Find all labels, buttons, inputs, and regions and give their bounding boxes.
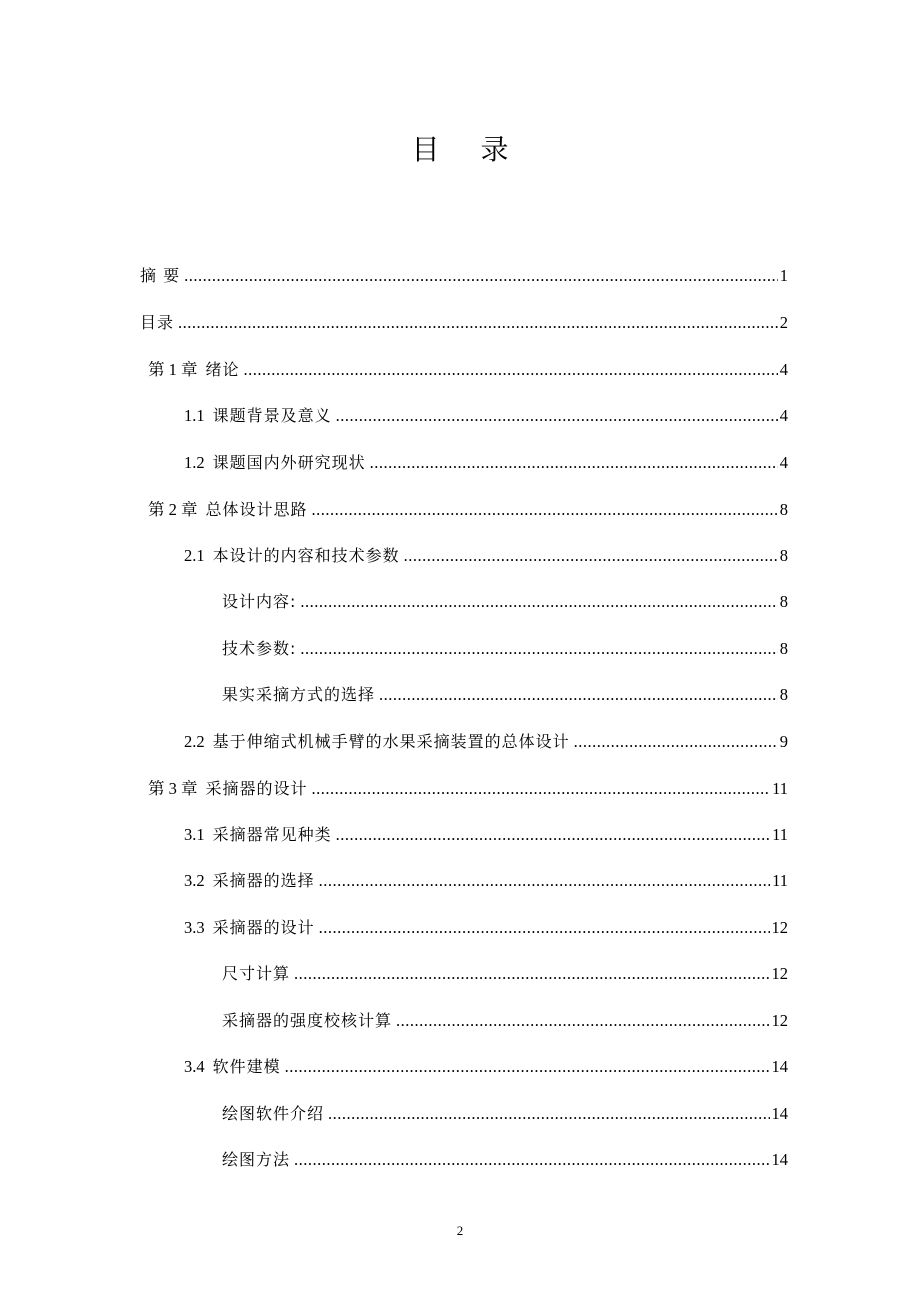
- toc-entry-number: 第 3 章: [148, 779, 198, 798]
- toc-entry-number: 3.1: [184, 825, 205, 844]
- dot-leader: [294, 1150, 769, 1170]
- toc-entry-page: 8: [779, 500, 788, 519]
- dot-leader: [312, 779, 771, 799]
- dot-leader: [396, 1011, 769, 1031]
- dot-leader: [294, 964, 769, 984]
- dot-leader: [370, 453, 778, 473]
- toc-entry-label: 课题背景及意义: [212, 406, 332, 425]
- toc-entry-number: 3.4: [184, 1057, 205, 1076]
- toc-entry-picking-method[interactable]: [222, 682, 788, 706]
- toc-entry-design-content[interactable]: [222, 589, 788, 613]
- toc-entry-2-1[interactable]: [184, 543, 788, 567]
- toc-entry-abstract[interactable]: [140, 263, 788, 287]
- toc-entry-chapter-2[interactable]: [148, 496, 788, 520]
- toc-entry-page: 8: [779, 546, 788, 565]
- toc-entry-number: 1.2: [184, 453, 205, 472]
- toc-entry-number: 2.1: [184, 546, 205, 565]
- toc-entry-page: 2: [779, 313, 788, 332]
- dot-leader: [178, 313, 778, 333]
- dot-leader: [184, 266, 778, 286]
- dot-leader: [312, 500, 778, 520]
- dot-leader: [404, 546, 778, 566]
- toc-entry-number: 2.2: [184, 732, 205, 751]
- toc-entry-label: 采摘器的设计: [212, 918, 315, 937]
- toc-entry-page: 11: [772, 779, 788, 798]
- dot-leader: [319, 871, 770, 891]
- toc-entry-label: 绪论: [205, 360, 240, 379]
- dot-leader: [336, 406, 778, 426]
- toc-entry-label: 软件建模: [212, 1057, 281, 1076]
- toc-entry-label: 本设计的内容和技术参数: [212, 546, 400, 565]
- toc-entry-3-1[interactable]: [184, 822, 788, 846]
- toc-entry-page: 8: [779, 639, 788, 658]
- toc-entry-label: 技术参数:: [222, 639, 297, 658]
- toc-entry-number: 3.3: [184, 918, 205, 937]
- toc-entry-page: 1: [779, 266, 788, 285]
- toc-entry-page: 8: [779, 592, 788, 611]
- dot-leader: [319, 918, 770, 938]
- toc-entry-page: 9: [779, 732, 788, 751]
- toc-entry-label: 摘 要: [140, 266, 181, 285]
- toc-entry-tech-params[interactable]: [222, 636, 788, 660]
- toc-entry-label: 采摘器的强度校核计算: [222, 1011, 393, 1030]
- toc-entry-3-3[interactable]: [184, 915, 788, 939]
- toc-entry-label: 绘图软件介绍: [222, 1104, 325, 1123]
- toc-entry-label: 绘图方法: [222, 1150, 291, 1169]
- toc-entry-number: 第 2 章: [148, 500, 198, 519]
- dot-leader: [574, 732, 778, 752]
- toc-entry-label: 基于伸缩式机械手臂的水果采摘装置的总体设计: [212, 732, 570, 751]
- dot-leader: [379, 685, 778, 705]
- dot-leader: [336, 825, 770, 845]
- toc-entry-drawing-method[interactable]: [222, 1147, 788, 1171]
- dot-leader: [285, 1057, 770, 1077]
- toc-entry-page: 4: [779, 453, 788, 472]
- toc-entry-label: 总体设计思路: [205, 500, 308, 519]
- toc-entry-label: 课题国内外研究现状: [212, 453, 366, 472]
- dot-leader: [300, 639, 777, 659]
- toc-entry-page: 4: [779, 360, 788, 379]
- toc-entry-3-2[interactable]: [184, 868, 788, 892]
- toc-entry-page: 11: [772, 871, 788, 890]
- dot-leader: [244, 360, 778, 380]
- toc-entry-1-1[interactable]: [184, 403, 788, 427]
- toc-entry-software-intro[interactable]: [222, 1101, 788, 1125]
- toc-entry-label: 采摘器常见种类: [212, 825, 332, 844]
- toc-entry-page: 11: [772, 825, 788, 844]
- toc-entry-label: 采摘器的设计: [205, 779, 308, 798]
- page-title: 目 录: [411, 133, 525, 166]
- toc-entry-page: 4: [779, 406, 788, 425]
- toc-entry-page: 14: [771, 1150, 788, 1169]
- toc-entry-page: 8: [779, 685, 788, 704]
- toc-entry-label: 果实采摘方式的选择: [222, 685, 376, 704]
- toc-entry-1-2[interactable]: [184, 450, 788, 474]
- toc-entry-number: 第 1 章: [148, 360, 198, 379]
- toc-entry-label: 设计内容:: [222, 592, 297, 611]
- toc-entry-chapter-3[interactable]: [148, 775, 788, 799]
- toc-entry-2-2[interactable]: [184, 729, 788, 753]
- toc-entry-page: 14: [771, 1104, 788, 1123]
- toc-entry-page: 12: [771, 1011, 788, 1030]
- toc-entry-3-4[interactable]: [184, 1054, 788, 1078]
- toc-entry-label: 采摘器的选择: [212, 871, 315, 890]
- toc-entry-page: 12: [771, 964, 788, 983]
- toc-entry-contents[interactable]: [140, 310, 788, 334]
- dot-leader: [300, 592, 777, 612]
- toc-entry-number: 3.2: [184, 871, 205, 890]
- toc-entry-strength-check[interactable]: [222, 1008, 788, 1032]
- toc-entry-page: 14: [771, 1057, 788, 1076]
- toc-entry-label: 目录: [140, 313, 175, 332]
- toc-entry-page: 12: [771, 918, 788, 937]
- toc-entry-label: 尺寸计算: [222, 964, 291, 983]
- toc-entry-chapter-1[interactable]: [148, 356, 788, 380]
- toc-entry-size-calc[interactable]: [222, 961, 788, 985]
- page-number: 2: [456, 1223, 464, 1238]
- dot-leader: [328, 1104, 769, 1124]
- toc-entry-number: 1.1: [184, 406, 205, 425]
